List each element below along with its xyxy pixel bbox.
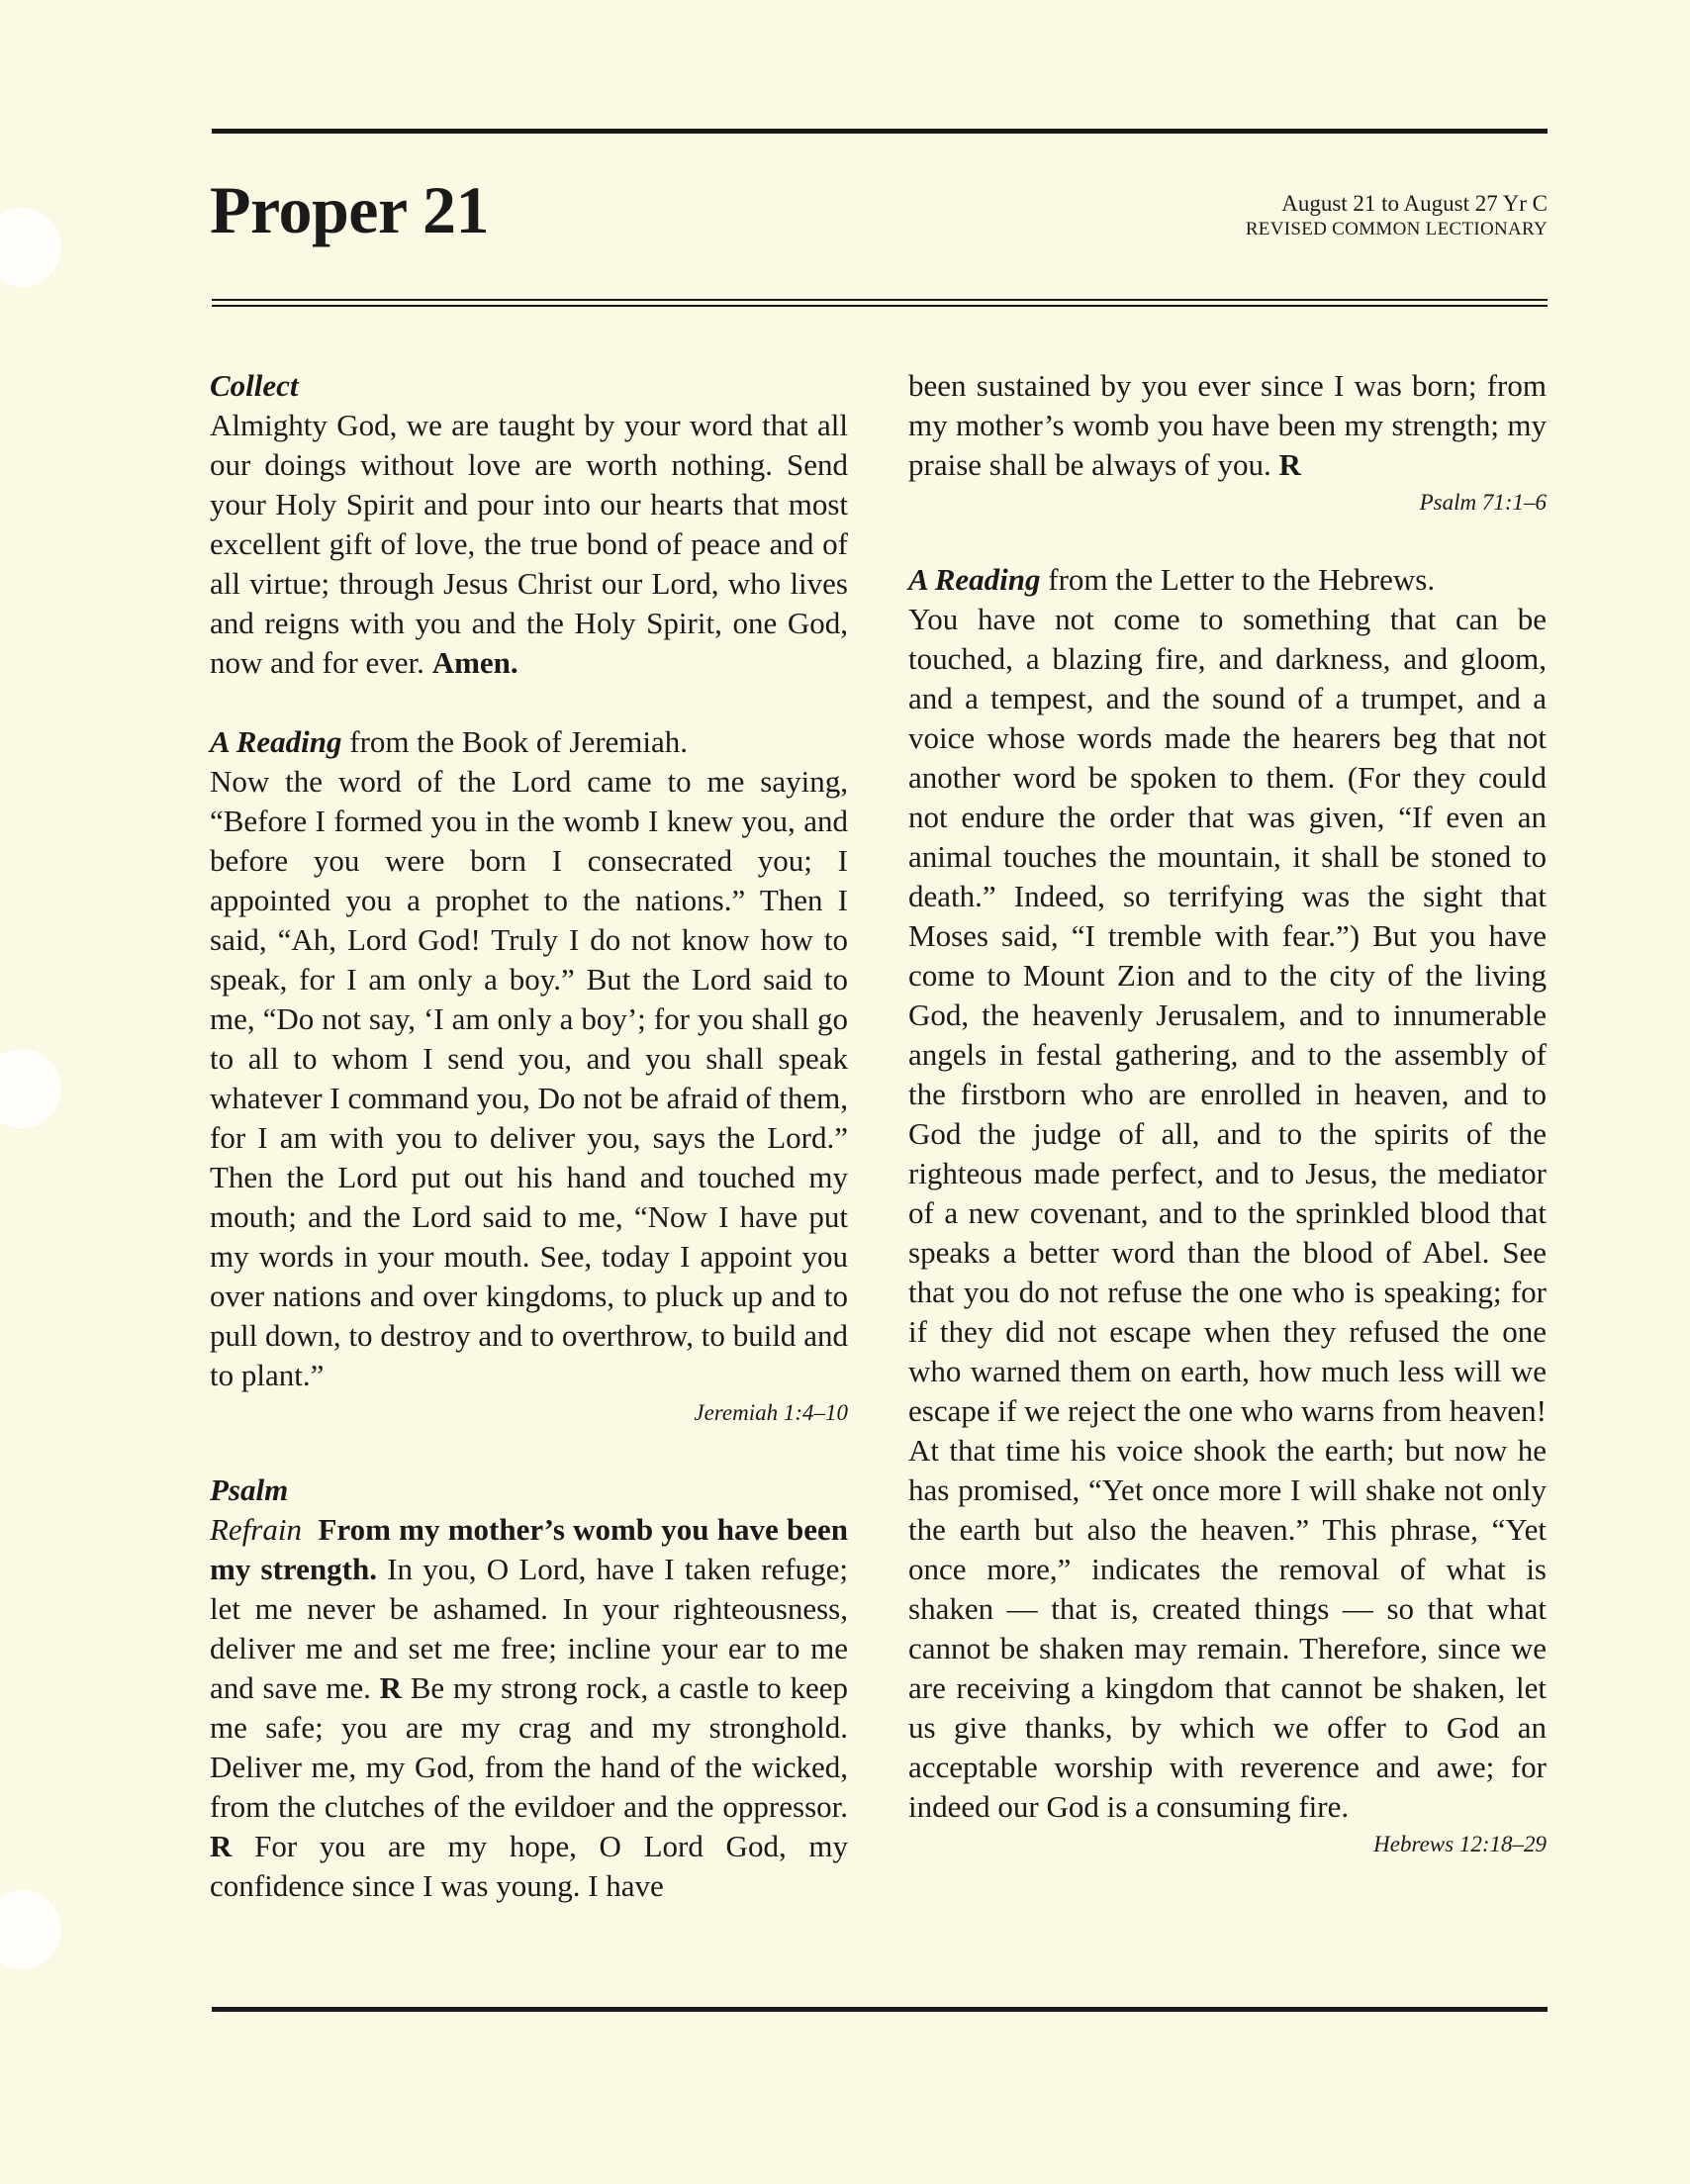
right-column — [908, 366, 1547, 1862]
date-range: August 21 to August 27 Yr C — [1281, 191, 1548, 216]
reading2-source: from the Letter to the Hebrews. — [1048, 562, 1436, 597]
lectionary-name: REVISED COMMON LECTIONARY — [1245, 219, 1548, 239]
psalm-part-3: For you are my hope, O Lord God, my confidence since I was young. I have — [210, 1829, 848, 1903]
collect-heading: Collect — [210, 368, 299, 403]
top-rule — [212, 129, 1548, 134]
punch-hole-middle — [0, 1049, 61, 1128]
reading2-heading: A Reading — [908, 562, 1041, 597]
reading2-intro — [908, 560, 1547, 600]
refrain-marker: R — [379, 1670, 402, 1705]
psalm-continued — [908, 366, 1547, 485]
header-info — [1246, 190, 1548, 241]
bottom-rule — [212, 2007, 1548, 2012]
refrain-text: From my mother’s womb you have been my strength. — [210, 1512, 848, 1586]
refrain-marker: R — [1278, 447, 1301, 482]
refrain-marker: R — [210, 1829, 233, 1863]
reading1-citation: Jeremiah 1:4–10 — [694, 1400, 848, 1425]
psalm-heading: Psalm — [210, 1472, 289, 1507]
psalm-continued-text: been sustained by you ever since I was born; from my mother’s womb you have been my strength; my praise shall be always of you. — [908, 368, 1547, 482]
reading1-intro — [210, 722, 848, 762]
punch-hole-top — [0, 208, 61, 287]
reading1-source: from the Book of Jeremiah. — [349, 724, 689, 759]
collect-text — [210, 406, 848, 683]
punch-hole-bottom — [0, 1890, 61, 1969]
psalm-part-2: Be my strong rock, a castle to keep me safe; you are my crag and my stronghold. Deliver me, my God, from the hand of the wicked, from the clutches of the evildoer and the oppressor. — [210, 1670, 849, 1824]
reading1-body: Now the word of the Lord came to me saying, “Before I formed you in the womb I knew you, and before you were born I consecrated you; I appointed you a prophet to the nations.” Then I said, “Ah, Lord God! Truly I do not know how to speak, for I am only a boy.” But the Lord said to me, “Do not say, ‘I am only a boy’; for you shall go to all to whom I send you, and you shall speak whatever I command you, Do not be afraid of them, for I am with you to deliver you, says the Lord.” Then the Lord put out his hand and touched my mouth; and the Lord said to me, “Now I have put my words in your mouth. See, today I appoint you over nations and over kingdoms, to pluck up and to pull down, to destroy and to overthrow, to build and to plant.” — [210, 764, 848, 1392]
reading2-citation: Hebrews 12:18–29 — [1373, 1832, 1547, 1856]
left-column — [210, 366, 848, 1906]
psalm-citation: Psalm 71:1–6 — [1419, 490, 1547, 515]
reading2-body: You have not come to something that can be touched, a blazing fire, and darkness, and gloom, and a tempest, and the sound of a trumpet, and a voice whose words made the hearers beg that not another word be spoken to them. (For they could not endure the order that was given, “If even an animal touches the mountain, it shall be stoned to death.” Indeed, so terrifying was the sight that Moses said, “I tremble with fear.”) But you have come to Mount Zion and to the city of the living God, the heavenly Jerusalem, and to innumerable angels in festal gathering, and to the assembly of the firstborn who are enrolled in heaven, and to God the judge of all, and to the spirits of the righteous made perfect, and to Jesus, the mediator of a new covenant, and to the sprinkled blood that speaks a better word than the blood of Abel. See that you do not refuse the one who is speaking; for if they did not escape when they refused the one who warned them on earth, how much less will we escape if we reject the one who warns from heaven! At that time his voice shook the earth; but now he has promised, “Yet once more I will shake not only the earth but also the heaven.” This phrase, “Yet once more,” indicates the removal of what is shaken — that is, created things — so that what cannot be shaken may remain. Therefore, since we are receiving a kingdom that cannot be shaken, let us give thanks, by which we offer to God an acceptable worship with reverence and awe; for indeed our God is a consuming fire. — [908, 602, 1547, 1824]
header-double-rule — [212, 299, 1548, 307]
page-title: Proper 21 — [210, 172, 489, 247]
collect-amen: Amen. — [431, 645, 518, 680]
psalm-part-1: In you, O Lord, have I taken refuge; let me never be ashamed. In your righteousness, deliver me and set me free; incline your ear to me and save me. — [210, 1552, 848, 1705]
reading1-heading: A Reading — [210, 724, 342, 759]
refrain-label: Refrain — [210, 1512, 302, 1547]
collect-body: Almighty God, we are taught by your word that all our doings without love are worth nothing. Send your Holy Spirit and pour into our hearts that most excellent gift of love, the true bond of peace and of all virtue; through Jesus Christ our Lord, who lives and reigns with you and the Holy Spirit, one God, now and for ever. — [210, 408, 848, 680]
psalm-text — [210, 1510, 848, 1906]
